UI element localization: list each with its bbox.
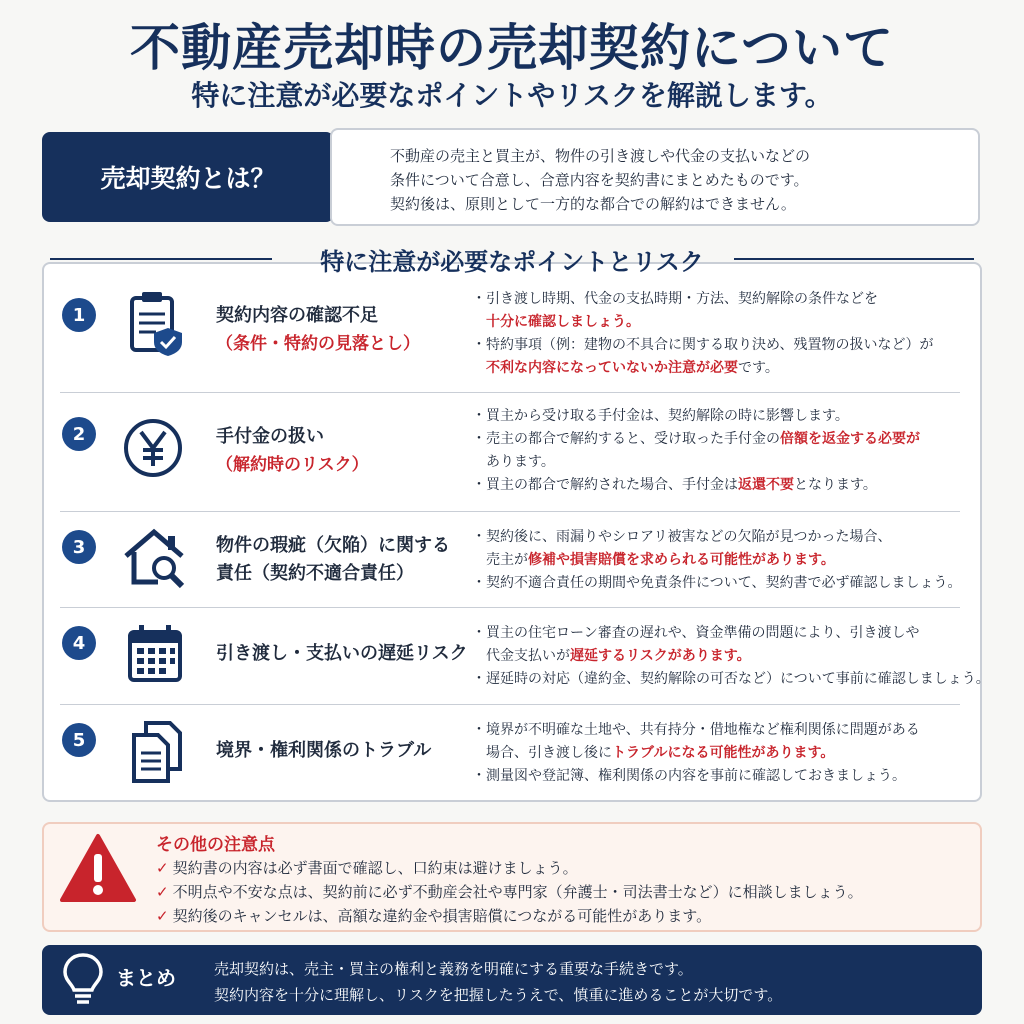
note-item (156, 904, 863, 928)
notes-title: その他の注意点 (156, 835, 275, 855)
risk-item-3 (44, 512, 980, 607)
bullet-highlight: 返還不要 (738, 477, 794, 493)
page-subtitle: 特に注意が必要なポイントやリスクを解説します。 (191, 79, 833, 112)
summary-text (214, 956, 782, 1008)
documents-icon (122, 717, 192, 787)
risk-title: 手付金の扱い (216, 426, 324, 447)
definition-line: 契約後は、原則として一方的な都合での解約はできません。 (390, 195, 796, 213)
bullet-tail: となります。 (794, 477, 877, 493)
risk-title: 物件の瑕疵（欠陥）に関する (216, 535, 450, 556)
risk-item-2 (44, 393, 980, 511)
summary-label: まとめ (116, 966, 176, 990)
risk-title: 責任（契約不適合責任） (216, 563, 414, 584)
bullet: ・契約後に、雨漏りやシロアリ被害などの欠陥が見つかった場合、 (472, 529, 892, 545)
calendar-icon (122, 620, 192, 690)
number-badge: 3 (62, 530, 96, 564)
bullet-highlight: 倍額を返金する必要が (780, 431, 920, 447)
risk-item-5 (44, 705, 980, 800)
number-badge: 4 (62, 626, 96, 660)
number-badge: 2 (62, 417, 96, 451)
definition-line: 不動産の売主と買主が、物件の引き渡しや代金の支払いなどの (390, 147, 811, 165)
bullet: ・境界が不明確な土地や、共有持分・借地権など権利関係に問題がある (472, 722, 920, 738)
summary-line: 契約内容を十分に理解し、リスクを把握したうえで、慎重に進めることが大切です。 (214, 986, 783, 1004)
check-icon: ✓ (156, 859, 169, 877)
bullet-highlight: トラブルになる可能性があります。 (612, 745, 835, 761)
bullet: ・契約不適合責任の期間や免責条件について、契約書で必ず確認しましょう。 (472, 575, 962, 591)
bullet-continuation: 代金支払いが (486, 648, 570, 664)
bullet-tail: です。 (738, 360, 779, 376)
note-item (156, 880, 863, 904)
house-search-icon (122, 524, 192, 594)
bullet: ・引き渡し時期、代金の支払時期・方法、契約解除の条件などを (472, 291, 878, 307)
risk-item-4 (44, 608, 990, 704)
definition-box (330, 128, 980, 226)
risk-title: 引き渡し・支払いの遅延リスク (216, 643, 468, 664)
note-text: 不明点や不安な点は、契約前に必ず不動産会社や専門家（弁護士・司法書士など）に相談しましょう。 (172, 883, 863, 901)
check-icon: ✓ (156, 907, 169, 925)
definition-line: 条件について合意し、合意内容を契約書にまとめたものです。 (390, 171, 809, 189)
number-badge: 1 (62, 298, 96, 332)
note-text: 契約書の内容は必ず書面で確認し、口約束は避けましょう。 (172, 859, 578, 877)
check-icon: ✓ (156, 883, 169, 901)
bullet-continuation: あります。 (486, 454, 555, 470)
bullet-continuation: 売主が (486, 552, 528, 568)
definition-label: 売却契約とは？ (42, 132, 334, 222)
note-text: 契約後のキャンセルは、高額な違約金や損害賠償につながる可能性があります。 (172, 907, 712, 925)
bullet: ・遅延時の対応（違約金、契約解除の可否など）について事前に確認しましょう。 (472, 671, 990, 687)
note-item (156, 856, 863, 880)
risk-title: 境界・権利関係のトラブル (216, 740, 432, 761)
bullet: ・特約事項（例：建物の不具合に関する取り決め、残置物の扱いなど）が (472, 337, 934, 353)
section-title: 特に注意が必要なポイントとリスク (320, 248, 704, 276)
summary-line: 売却契約は、売主・買主の権利と義務を明確にする重要な手続きです。 (214, 960, 693, 978)
page-title: 不動産売却時の売却契約について (130, 19, 894, 77)
risk-panel (42, 262, 990, 802)
bullet: ・買主から受け取る手付金は、契約解除の時に影響します。 (472, 408, 849, 424)
bullet: ・売主の都合で解約すると、受け取った手付金の (472, 431, 780, 447)
notes-list (156, 856, 863, 928)
bullet: ・買主の住宅ローン審査の遅れや、資金準備の問題により、引き渡しや (472, 625, 920, 641)
risk-title: 契約内容の確認不足 (216, 305, 378, 326)
bullet: ・買主の都合で解約された場合、手付金は (472, 477, 738, 493)
risk-item-1 (44, 264, 980, 392)
risk-subtitle: （条件・特約の見落とし） (216, 334, 420, 354)
risk-subtitle: （解約時のリスク） (216, 455, 369, 475)
number-badge: 5 (62, 723, 96, 757)
clipboard-shield-icon (122, 288, 192, 358)
lightbulb-icon (62, 952, 104, 1008)
warning-icon (58, 832, 138, 904)
bullet-highlight: 不利な内容になっていないか注意が必要 (486, 360, 738, 376)
bullet: ・測量図や登記簿、権利関係の内容を事前に確認しておきましょう。 (472, 768, 906, 784)
bullet-highlight: 遅延するリスクがあります。 (570, 648, 751, 664)
bullet-highlight: 修補や損害賠償を求められる可能性があります。 (528, 552, 835, 568)
bullet-continuation: 場合、引き渡し後に (486, 745, 612, 761)
yen-icon (122, 413, 192, 483)
bullet-highlight: 十分に確認しましょう。 (486, 314, 640, 330)
